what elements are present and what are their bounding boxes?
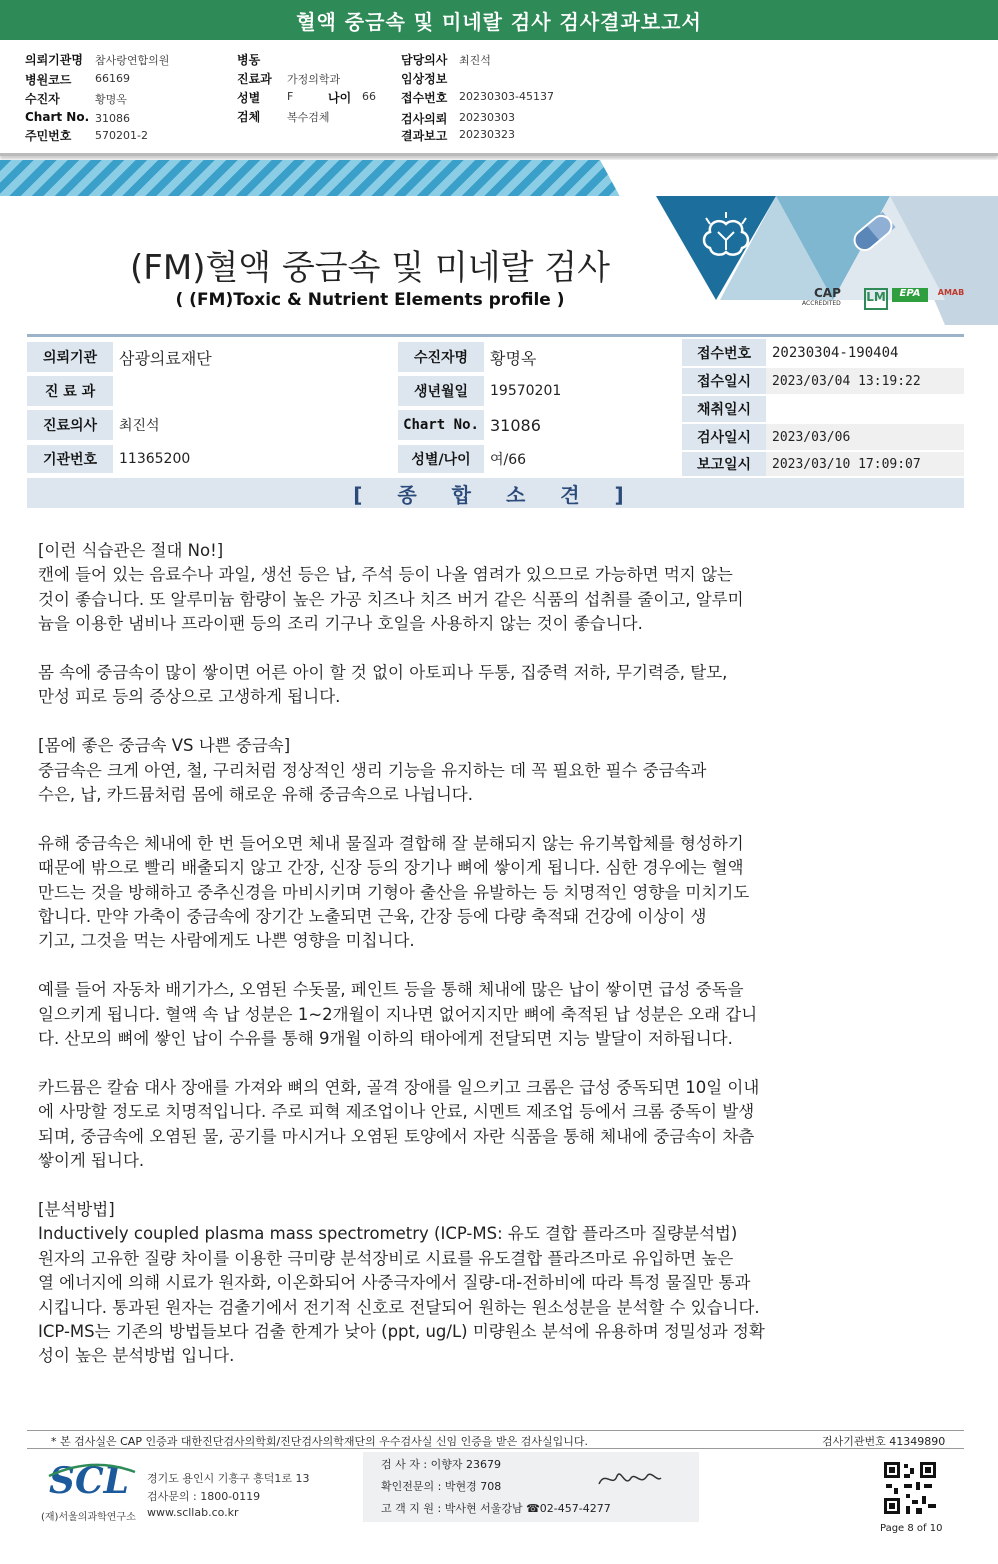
doctor-value: 최진석 xyxy=(459,54,491,67)
pill-capsule-icon xyxy=(848,208,898,258)
support-info: 고 객 지 원 : 박사현 서울강남 ☎02-457-4277 xyxy=(381,1502,611,1515)
sex-label: 성별 xyxy=(237,91,261,105)
paragraph-lead: 예를 들어 자동차 배기가스, 오염된 수돗물, 페인트 등을 통해 체내에 많은 납이 쌓이면 급성 중독을 일으키게 됩니다. 혈액 속 납 성분은 1~2개월이 지나면 없어지지만 뼈에 축적된 납 성분은 오래 갑니 다. 산모의 뼈에 쌓인 납이 수유를 통해 9개월 이하의 태아에게 전달되면 지능 발달이 저하됩니다. xyxy=(38,980,758,1049)
request-label: 검사의뢰 xyxy=(401,112,448,126)
pt-client-value: 삼광의료재단 xyxy=(119,348,212,368)
pt-dept-label: 진 료 과 xyxy=(27,376,113,406)
brain-icon xyxy=(696,208,756,268)
patient-info-table xyxy=(27,334,964,476)
report-header-title: 혈액 중금속 및 미네랄 검사 검사결과보고서 xyxy=(296,9,702,34)
pt-test-label: 검사일시 xyxy=(682,424,766,450)
cap-logo-sub: ACCREDITED xyxy=(802,300,841,307)
report-footer xyxy=(27,1430,964,1532)
paragraph-analysis-method: [분석방법] Inductively coupled plasma mass spectrometry (ICP-MS: 유도 결합 플라즈마 질량분석법) 원자의 고유한 질량 차이를 이용한 극미량 분석장비로 시료를 유도결합 플라즈마로 유입하면 높은 열 에너지에 의해 시료가 원자화, 이온화되어 사중극자에서 질량-대-전하비에 따라 특정 물질만 통과 시킵니다. 통과된 원자는 검출기에서 전기적 신호로 전달되어 원하는 원소성분을 분석할 수 있습니다. ICP-MS는 기존의 방법들보다 검출 한계가 낮아 (ppt, ug/L) 미량원소 분석에 유용하며 정밀성과 정확 성이 높은 분석방법 입니다. xyxy=(38,1199,765,1366)
pt-report-label: 보고일시 xyxy=(682,452,766,476)
specimen-label: 검체 xyxy=(237,110,261,124)
pt-doctor-value: 최진석 xyxy=(119,418,160,434)
doctor-label: 담당의사 xyxy=(401,53,448,67)
pt-accno-label: 접수번호 xyxy=(682,339,766,366)
pt-dept-value xyxy=(113,376,398,406)
pt-accdate-value: 2023/03/04 13:19:22 xyxy=(766,368,964,394)
report-date-label: 결과보고 xyxy=(401,129,448,143)
org-phone: 검사문의 : 1800-0119 xyxy=(147,1490,261,1503)
pt-test-value: 2023/03/06 xyxy=(766,424,964,450)
report-subtitle: ( (FM)Toxic & Nutrient Elements profile ) xyxy=(175,290,565,310)
cap-logo-text: CAP xyxy=(814,286,841,300)
specialist-info: 확인전문의 : 박현경 708 xyxy=(381,1480,502,1493)
opinion-heading: [ 종 합 소 견 ] xyxy=(353,482,638,507)
pt-inst-value: 11365200 xyxy=(119,451,191,467)
hospital-code-value: 66169 xyxy=(95,72,130,85)
id-value: 570201-2 xyxy=(95,129,148,142)
pt-report-value: 2023/03/10 17:09:07 xyxy=(766,452,964,476)
age-value: 66 xyxy=(362,90,376,103)
paragraph-harmful-metals: 유해 중금속은 체내에 한 번 들어오면 체내 물질과 결합해 잘 분해되지 않는 유기복합체를 형성하기 때문에 밖으로 빨리 배출되지 않고 간장, 신장 등의 장기나 뼈에 쌓이게 됩니다. 심한 경우에는 혈액 만드는 것을 방해하고 중추신경을 마비시키며 기형아 출산을 유발하는 등 치명적인 영향을 미치기도 합니다. 만약 가축이 중금속에 장기간 노출되면 근육, 간장 등에 다량 축적돼 건강에 이상이 생 기고, 그것을 먹는 사람에게도 나쁜 영향을 미칩니다. xyxy=(38,833,750,951)
request-value: 20230303 xyxy=(459,111,515,124)
pt-sexage-label: 성별/나이 xyxy=(398,445,484,473)
report-date-value: 20230323 xyxy=(459,128,515,141)
patient-value: 황명옥 xyxy=(95,93,127,106)
dept-label: 진료과 xyxy=(237,72,272,86)
age-label: 나이 xyxy=(328,91,352,105)
pt-sexage-value: 여/66 xyxy=(490,452,527,468)
scl-logo: SCL xyxy=(49,1460,129,1502)
tester-info: 검 사 자 : 이향자 23679 xyxy=(381,1458,501,1471)
hospital-code-label: 병원코드 xyxy=(25,73,72,87)
org-name: (재)서울의과학연구소 xyxy=(41,1512,136,1523)
pt-doctor-label: 진료의사 xyxy=(27,410,113,440)
accreditation-notice: * 본 검사실은 CAP 인증과 대한진단검사의학회/진단검사의학재단의 우수검사실 신임 인증을 받은 검사실입니다. xyxy=(51,1435,589,1448)
pt-inst-label: 기관번호 xyxy=(27,445,113,473)
pt-accdate-label: 접수일시 xyxy=(682,368,766,394)
page-number: Page 8 of 10 xyxy=(880,1523,943,1534)
opinion-body xyxy=(38,539,898,1393)
id-label: 주민번호 xyxy=(25,129,72,143)
paragraph-good-vs-bad: [몸에 좋은 중금속 VS 나쁜 중금속] 중금속은 크게 아연, 철, 구리처럼 정상적인 생리 기능을 유지하는 데 꼭 필요한 필수 중금속과 수은, 납, 카드뮴처럼 몸에 해로운 유해 중금속으로 나뉩니다. xyxy=(38,736,707,805)
accession-value: 20230303-45137 xyxy=(459,90,554,103)
amab-logo: AMAB xyxy=(937,288,965,297)
pt-collect-value xyxy=(766,396,964,422)
paragraph-symptoms: 몸 속에 중금속이 많이 쌓이면 어른 아이 할 것 없이 아토피나 두통, 집중력 저하, 무기력증, 탈모, 만성 피로 등의 증상으로 고생하게 됩니다. xyxy=(38,663,728,707)
pt-collect-label: 채취일시 xyxy=(682,396,766,422)
chart-value: 31086 xyxy=(95,112,130,125)
org-website: www.scllab.co.kr xyxy=(147,1506,239,1519)
request-info-box xyxy=(0,40,998,156)
pt-dob-value: 19570201 xyxy=(490,383,562,399)
client-value: 참사랑연합의원 xyxy=(95,54,170,67)
chart-label: Chart No. xyxy=(25,110,90,124)
dept-value: 가정의학과 xyxy=(287,73,341,86)
qr-code-icon xyxy=(882,1460,938,1516)
pt-dob-label: 생년월일 xyxy=(398,376,484,406)
client-label: 의뢰기관명 xyxy=(25,53,83,67)
pt-chart-value: 31086 xyxy=(490,415,541,435)
pt-patient-label: 수진자명 xyxy=(398,342,484,372)
pt-chart-label: Chart No. xyxy=(398,410,484,440)
epa-logo: EPA xyxy=(892,288,928,302)
clinical-label: 임상정보 xyxy=(401,72,448,86)
report-title: (FM)혈액 중금속 및 미네랄 검사 xyxy=(130,248,610,288)
pt-accno-value: 20230304-190404 xyxy=(772,344,899,361)
pt-patient-value: 황명옥 xyxy=(490,348,537,368)
agency-number: 검사기관번호 41349890 xyxy=(822,1435,946,1448)
patient-label: 수진자 xyxy=(25,92,60,106)
sex-value: F xyxy=(287,90,294,103)
org-address: 경기도 용인시 기흥구 흥덕1로 13 xyxy=(147,1472,310,1485)
paragraph-cadmium-chromium: 카드뮴은 칼슘 대사 장애를 가져와 뼈의 연화, 골격 장애를 일으키고 크롬은 급성 중독되면 10일 이내 에 사망할 정도로 치명적입니다. 주로 피혁 제조업이나 안료, 시멘트 제조업 등에서 크롬 중독이 발생 되며, 중금속에 오염된 물, 공기를 마시거나 오염된 토양에서 자란 식품을 통해 체내에 중금속이 차츰 쌓이게 됩니다. xyxy=(38,1077,760,1171)
cap-accredited-logo xyxy=(800,286,860,310)
pt-client-label: 의뢰기관 xyxy=(27,342,113,372)
paragraph-diet-warning: [이런 식습관은 절대 No!] 캔에 들어 있는 음료수나 과일, 생선 등은 납, 주석 등이 나올 염려가 있으므로 가능하면 먹지 않는 것이 좋습니다. 또 알루미늄 함량이 높은 가공 치즈나 치즈 버거 같은 식품의 섭취를 줄이고, 알루미 늄을 이용한 냄비나 프라이팬 등의 조리 기구나 호일을 사용하지 않는 것이 좋습니다. xyxy=(38,541,744,634)
scl-logo-swoosh xyxy=(47,1460,137,1500)
accession-label: 접수번호 xyxy=(401,91,448,105)
ward-label: 병동 xyxy=(237,53,261,67)
lm-logo: LM xyxy=(864,288,888,310)
specimen-value: 복수검체 xyxy=(287,111,330,124)
handwritten-signature xyxy=(595,1466,665,1494)
opinion-heading-bar xyxy=(27,478,964,508)
report-header-bar xyxy=(0,0,998,40)
